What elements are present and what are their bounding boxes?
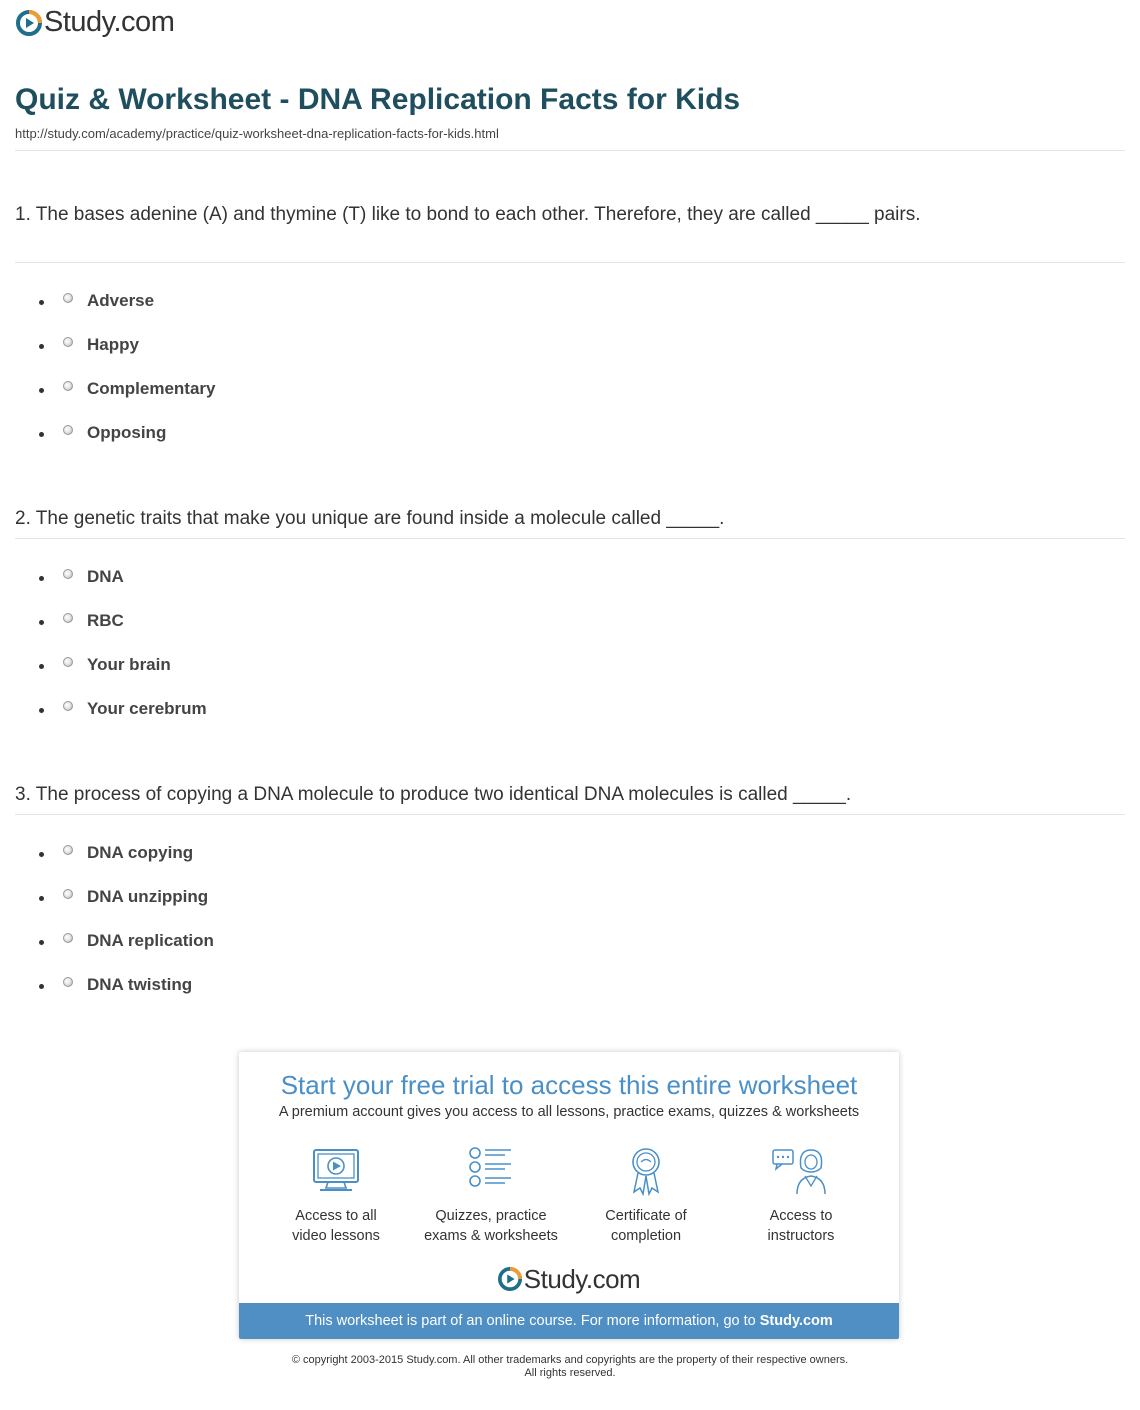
copyright-line: All rights reserved.	[524, 1367, 616, 1379]
answer-label: Adverse	[87, 291, 155, 310]
question-2-divider	[15, 538, 1125, 539]
bullet-icon	[39, 344, 44, 349]
header-divider	[15, 150, 1125, 151]
feature-label-line: Access to all	[295, 1208, 377, 1224]
answer-label: Opposing	[87, 423, 167, 442]
answer-label: RBC	[87, 611, 124, 630]
studycom-logo[interactable]	[16, 8, 174, 37]
certificate-icon	[616, 1146, 676, 1196]
feature-label-line: instructors	[767, 1228, 835, 1244]
video-lesson-icon	[306, 1146, 366, 1196]
bullet-icon	[39, 708, 44, 713]
feature-label-line: Access to	[769, 1208, 833, 1224]
feature-video-lessons	[261, 1146, 411, 1246]
answer-label: Your cerebrum	[87, 699, 207, 718]
feature-label-line: exams & worksheets	[424, 1228, 558, 1244]
bullet-icon	[39, 896, 44, 901]
answer-label: DNA unzipping	[87, 887, 209, 906]
feature-label-line: Certificate of	[605, 1208, 687, 1224]
bullet-icon	[39, 940, 44, 945]
copyright-notice	[0, 1354, 1140, 1380]
play-circle-logo-icon	[16, 10, 42, 36]
feature-quizzes	[416, 1146, 566, 1246]
feature-certificate	[571, 1146, 721, 1246]
bullet-icon	[39, 388, 44, 393]
radio-button[interactable]	[63, 845, 73, 855]
promo-footer-text: This worksheet is part of an online course. For more information, go to	[305, 1313, 756, 1329]
promo-title[interactable]: Start your free trial to access this entire worksheet	[280, 1070, 858, 1100]
answer-label: DNA twisting	[87, 975, 193, 994]
bullet-icon	[39, 576, 44, 581]
radio-button[interactable]	[63, 337, 73, 347]
bullet-icon	[39, 852, 44, 857]
answer-label: DNA replication	[87, 931, 214, 950]
radio-button[interactable]	[63, 569, 73, 579]
bullet-icon	[39, 664, 44, 669]
question-1-text: 1. The bases adenine (A) and thymine (T) like to bond to each other. Therefore, they are called _____ pairs.	[15, 204, 921, 225]
play-circle-logo-icon	[498, 1267, 522, 1291]
copyright-line: © copyright 2003-2015 Study.com. All other trademarks and copyrights are the property of their respective owners.	[291, 1354, 849, 1366]
radio-button[interactable]	[63, 613, 73, 623]
promo-footer-link[interactable]: Study.com	[759, 1313, 833, 1329]
feature-label-line: Quizzes, practice	[435, 1208, 547, 1224]
radio-button[interactable]	[63, 381, 73, 391]
radio-button[interactable]	[63, 425, 73, 435]
feature-label-line: completion	[610, 1228, 682, 1244]
instructor-icon	[771, 1146, 831, 1196]
bullet-icon	[39, 300, 44, 305]
feature-instructors	[726, 1146, 876, 1246]
radio-button[interactable]	[63, 977, 73, 987]
bullet-icon	[39, 984, 44, 989]
answer-label: DNA copying	[87, 843, 194, 862]
page-title: Quiz & Worksheet - DNA Replication Facts for Kids	[15, 83, 741, 116]
answer-label: DNA	[87, 567, 124, 586]
promo-studycom-logo[interactable]	[239, 1266, 899, 1292]
answer-label: Complementary	[87, 379, 216, 398]
radio-button[interactable]	[63, 701, 73, 711]
radio-button[interactable]	[63, 293, 73, 303]
answer-label: Your brain	[87, 655, 171, 674]
promo-footer-bar	[239, 1303, 899, 1339]
bullet-icon	[39, 620, 44, 625]
page-url: http://study.com/academy/practice/quiz-worksheet-dna-replication-facts-for-kids.html	[15, 126, 499, 141]
question-1-divider	[15, 262, 1125, 263]
radio-button[interactable]	[63, 657, 73, 667]
radio-button[interactable]	[63, 889, 73, 899]
promo-logo-text: Study.com	[523, 1264, 641, 1294]
answer-label: Happy	[87, 335, 139, 354]
radio-button[interactable]	[63, 933, 73, 943]
feature-label-line: video lessons	[292, 1228, 380, 1244]
free-trial-promo	[239, 1052, 899, 1339]
logo-text: Study.com	[44, 6, 175, 38]
bullet-icon	[39, 432, 44, 437]
quiz-list-icon	[461, 1146, 521, 1196]
promo-subtitle: A premium account gives you access to all lessons, practice exams, quizzes & worksheets	[278, 1104, 860, 1120]
question-3-text: 3. The process of copying a DNA molecule to produce two identical DNA molecules is called _____.	[15, 784, 852, 805]
question-2-text: 2. The genetic traits that make you unique are found inside a molecule called _____.	[15, 508, 725, 529]
question-3-divider	[15, 814, 1125, 815]
